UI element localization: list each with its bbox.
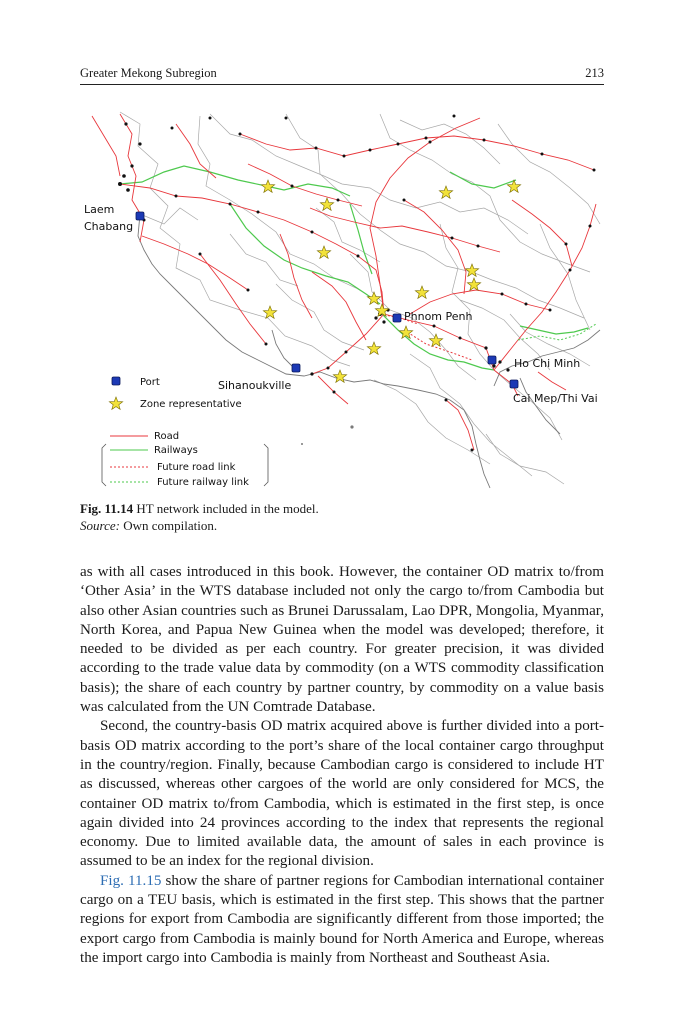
- zone-star: [333, 370, 346, 382]
- zone-star: [439, 186, 452, 198]
- paragraph-1: as with all cases introduced in this book. However, the container OD matrix to/from ‘Other Asia’ in the WTS database included not only the cargo to/from Cambodia but also other Asian countries such as Brunei Darussalam, Lao DPR, Mongolia, Myanmar, North Korea, and Papua New Guinea when the model was developed; therefore, it needed to be divided as per each country. For greater precision, it was divided according to the trade value data by commodity (on a WTS commodity classification basis); the share of each country by partner country, by commodity on a value basis was calculated from the UN Comtrade Database.: [80, 564, 604, 716]
- running-header: [80, 66, 604, 84]
- legend-zone-label: Zone representative: [140, 399, 242, 410]
- port-cai-mep: [510, 380, 518, 388]
- paragraph-3: [80, 872, 604, 968]
- zone-star: [317, 246, 330, 258]
- body-text: [80, 563, 604, 968]
- zone-star: [467, 278, 480, 290]
- zone-star: [263, 306, 276, 318]
- label-ho-chi-minh: Ho Chi Minh: [514, 357, 581, 370]
- port-sihanoukville: [292, 364, 300, 372]
- port-phnom-penh: [393, 314, 401, 322]
- running-title: Greater Mekong Subregion: [80, 66, 217, 80]
- zone-star: [465, 264, 478, 276]
- source-text: Own compilation.: [123, 518, 218, 533]
- port-ho-chi-minh: [488, 356, 496, 364]
- port-laem-chabang: [136, 212, 144, 220]
- legend-bracket-right: [264, 444, 268, 486]
- legend-future-road-label: Future road link: [157, 462, 236, 473]
- page-number: 213: [585, 66, 604, 80]
- label-sihanoukville: Sihanoukville: [218, 379, 292, 392]
- label-cai-mep: Cai Mep/Thi Vai: [513, 392, 598, 405]
- paragraph-3-text: show the share of partner regions for Cambodian international container cargo on a TEU basis, which is estimated in the first step. This shows that the partner regions for export from Cambodia are significantly different from those imported; the export cargo from Cambodia is mainly bound for North America and Europe, whereas the import cargo into Cambodia is mainly from Northeast and Southeast Asia.: [80, 872, 604, 966]
- label-phnom-penh: Phnom Penh: [404, 310, 473, 323]
- figure-label: Fig. 11.14: [80, 501, 134, 516]
- label-chabang: Chabang: [84, 220, 134, 233]
- legend-future-rail-label: Future railway link: [157, 477, 249, 488]
- label-laem: Laem: [84, 203, 115, 216]
- zone-star: [415, 286, 428, 298]
- legend-port-icon: [112, 377, 120, 385]
- zone-star: [367, 342, 380, 354]
- railway-lines: [120, 166, 588, 370]
- legend-port-label: Port: [140, 377, 160, 388]
- network-map: [80, 104, 604, 494]
- legend-zone-icon: [109, 397, 122, 409]
- map-legend: [102, 377, 268, 488]
- figure-caption-text: HT network included in the model.: [136, 501, 319, 516]
- figure-reference-link[interactable]: Fig. 11.15: [100, 872, 162, 889]
- legend-road-label: Road: [154, 431, 180, 442]
- legend-bracket-left: [102, 444, 106, 486]
- zone-star: [261, 180, 274, 192]
- header-rule: [80, 84, 604, 85]
- paragraph-2: Second, the country-basis OD matrix acquired above is further divided into a port-basis OD matrix according to the port’s share of the local container cargo throughput in the country/region. Finally, because Cambodian cargo is considered to include HT as discussed, whereas other cargoes of the world are only considered for MCS, the container OD matrix to/from Cambodia, which is estimated in the first step, is once again divided into 24 provinces according to the index that represents the regional economy. Due to limited available data, the amount of sales in each province is assumed to be an index for the regional division.: [80, 718, 604, 870]
- legend-rail-label: Railways: [154, 445, 198, 456]
- zone-markers: [261, 180, 520, 382]
- figure-caption: [80, 500, 604, 534]
- zone-star: [320, 198, 333, 210]
- source-label: Source:: [80, 518, 120, 533]
